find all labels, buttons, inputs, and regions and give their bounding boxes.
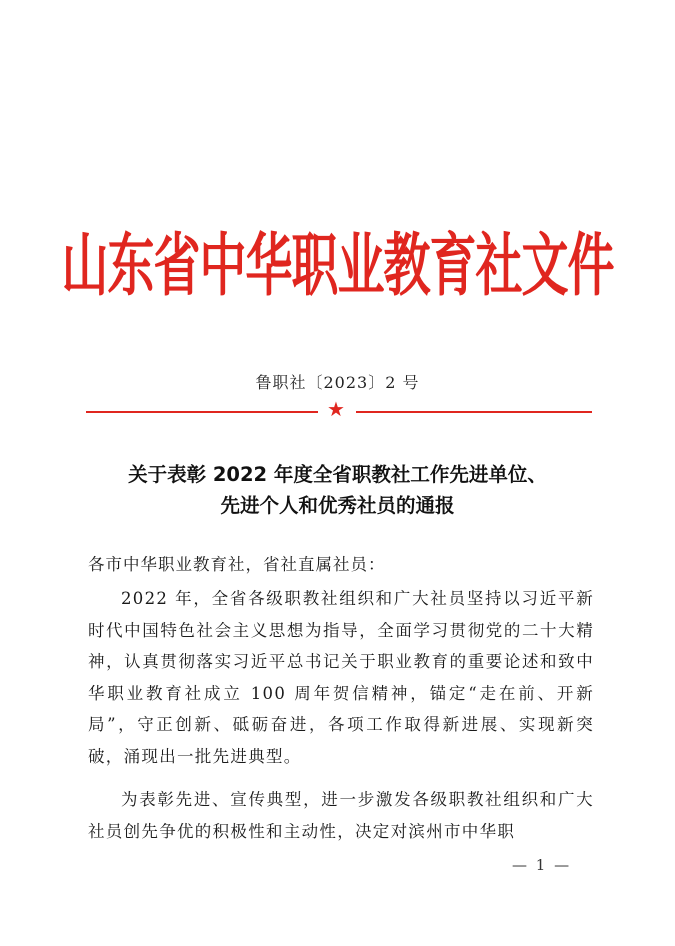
divider-line-right xyxy=(356,411,592,413)
salutation: 各市中华职业教育社，省社直属社员： xyxy=(88,555,386,574)
star-icon: ★ xyxy=(327,397,345,421)
document-header-title: 山东省中华职业教育社文件 xyxy=(61,226,614,307)
notice-title-line-2: 先进个人和优秀社员的通报 xyxy=(220,494,455,517)
notice-title-line-1: 关于表彰 2022 年度全省职教社工作先进单位、 xyxy=(128,463,547,486)
page-number: — 1 — xyxy=(512,856,572,874)
paragraph-2: 为表彰先进、宣传典型，进一步激发各级职教社组织和广大社员创先争优的积极性和主动性，决定对滨州市中华职 xyxy=(88,790,594,841)
red-divider xyxy=(86,397,592,422)
divider-line-left xyxy=(86,411,318,413)
document-number: 鲁职社〔2023〕2 号 xyxy=(255,373,420,392)
notice-title xyxy=(0,459,675,521)
paragraph-1: 2022 年，全省各级职教社组织和广大社员坚持以习近平新时代中国特色社会主义思想为指导，全面学习贯彻党的二十大精神，认真贯彻落实习近平总书记关于职业教育的重要论述和致中华职业教育社成立 100 周年贺信精神，锚定“走在前、开新局”，守正创新、砥砺奋进，各项工作取得新进展、实现新突破，涌现出一批先进典型。 xyxy=(88,589,594,766)
